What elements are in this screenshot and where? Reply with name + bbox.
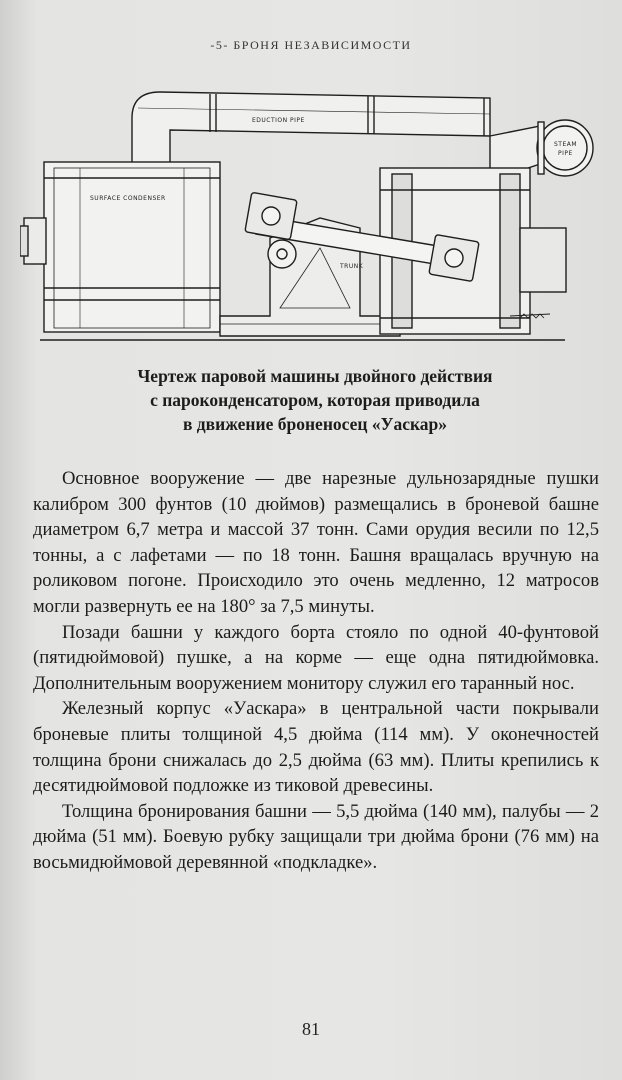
- caption-line: в движение броненосец «Уаскар»: [182, 414, 448, 434]
- surface-condenser: [20, 162, 220, 332]
- caption-line: с пароконденсатором, которая приводила: [150, 390, 480, 410]
- paragraph: Толщина бронирования башни — 5,5 дюйма (140 мм), палубы — 2 дюйма (51 мм). Боевую рубку защищали три дюйма брони (76 мм) на восьмидюймовой деревянной «подкладке».: [33, 800, 599, 873]
- eduction-pipe: [132, 92, 490, 170]
- pipe-label: PIPE: [558, 150, 573, 157]
- figure-caption: [40, 364, 590, 436]
- eduction-pipe-label: EDUCTION PIPE: [252, 117, 305, 124]
- page-number: 81: [302, 1019, 320, 1039]
- body-text: [33, 466, 599, 876]
- trunk-label: TRUNK: [340, 263, 364, 270]
- steam-engine-drawing: [20, 78, 612, 350]
- paragraph: Позади башни у каждого борта стояло по одной 40-фунтовой (пятидюймовой) пушке, а на корме — еще одна пятидюймовка. Дополнительным вооружением монитору служил его таранный нос.: [33, 621, 599, 694]
- surface-condenser-label: SURFACE CONDENSER: [90, 195, 166, 202]
- caption-line: Чертеж паровой машины двойного действия: [137, 366, 493, 386]
- running-head: -5- БРОНЯ НЕЗАВИСИМОСТИ: [210, 38, 412, 52]
- paragraph: Основное вооружение — две нарезные дульнозарядные пушки калибром 300 фунтов (10 дюймов) размещались в броневой башне диаметром 6,7 метра и массой 37 тонн. Сами орудия весили по 12,5 тонны, а с лафетами — по 18 тонн. Башня вращалась вручную на роликовом погоне. Происходило это очень медленно, 12 матросов могли развернуть ее на 180° за 7,5 минуты.: [33, 468, 599, 617]
- paragraph: Железный корпус «Уаскара» в центральной части покрывали броневые плиты толщиной 4,5 дюйма (114 мм). У оконечностей толщина брони снижалась до 2,5 дюйма (63 мм). Плиты крепились к десятидюймовой подложке из тиковой древесины.: [33, 698, 599, 797]
- steam-label: STEAM: [554, 141, 578, 148]
